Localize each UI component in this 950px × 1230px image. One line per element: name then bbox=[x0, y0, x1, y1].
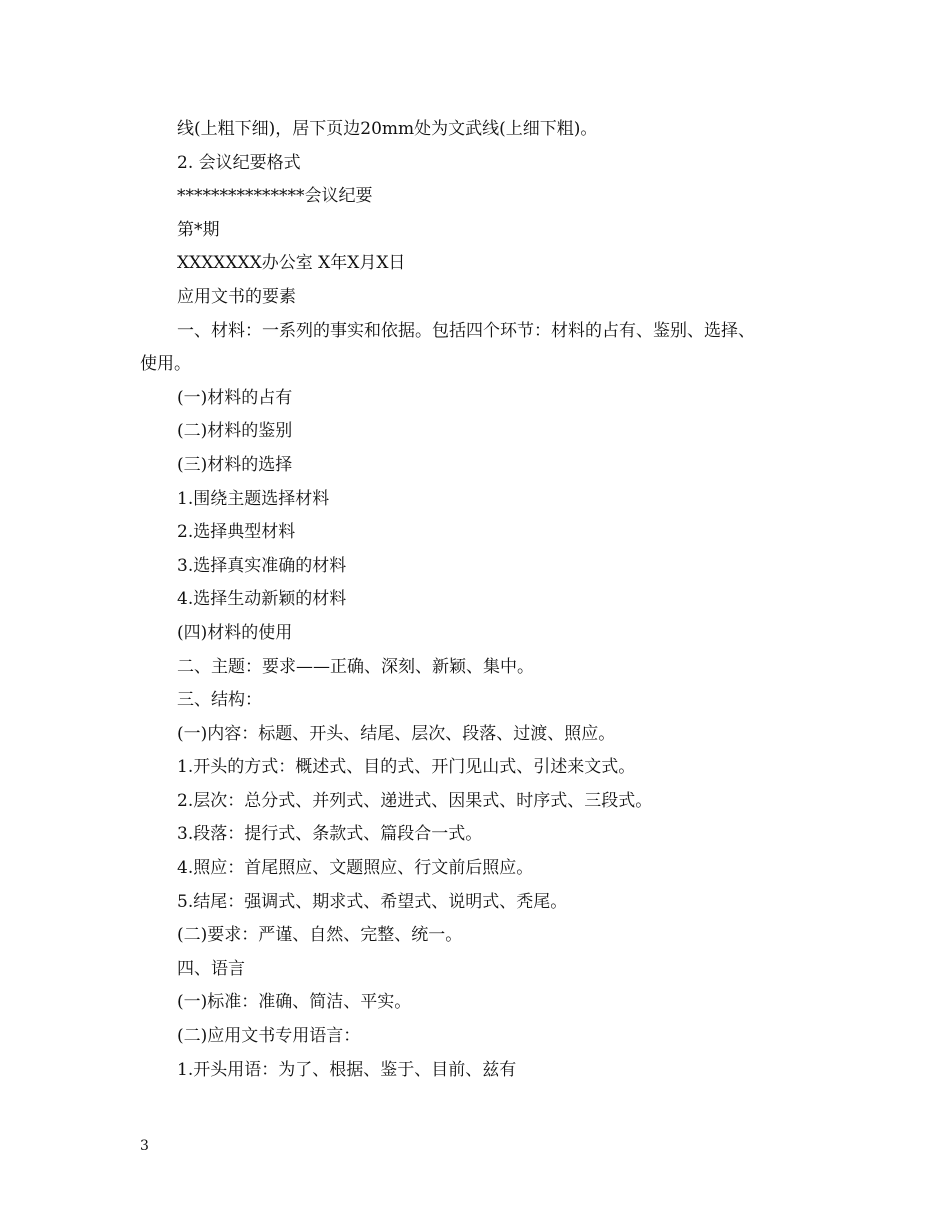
paragraph-line: 一、材料：一系列的事实和依据。包括四个环节：材料的占有、鉴别、选择、 bbox=[177, 320, 755, 341]
list-item: 2.层次：总分式、并列式、递进式、因果式、时序式、三段式。 bbox=[177, 790, 653, 811]
list-item: 1.围绕主题选择材料 bbox=[177, 488, 330, 509]
list-item: 4.选择生动新颖的材料 bbox=[177, 589, 347, 610]
list-item: 5.结尾：强调式、期求式、希望式、说明式、秃尾。 bbox=[177, 891, 568, 912]
list-item: 4.照应：首尾照应、文题照应、行文前后照应。 bbox=[177, 858, 534, 879]
list-item: (三)材料的选择 bbox=[177, 454, 293, 475]
text-line: 第*期 bbox=[177, 219, 220, 240]
list-item: 1.开头的方式：概述式、目的式、开门见山式、引述来文式。 bbox=[177, 757, 636, 778]
section-heading: 二、主题：要求——正确、深刻、新颖、集中。 bbox=[177, 656, 534, 677]
list-item: 3.选择真实准确的材料 bbox=[177, 555, 347, 576]
section-heading: 四、语言 bbox=[177, 958, 245, 979]
list-item: 1.开头用语：为了、根据、鉴于、目前、兹有 bbox=[177, 1059, 517, 1080]
text-line: 线(上粗下细)，居下页边20mm处为文武线(上细下粗)。 bbox=[177, 119, 598, 139]
list-item: (一)标准：准确、简洁、平实。 bbox=[177, 992, 412, 1013]
text-line: ***************会议纪要 bbox=[177, 186, 373, 207]
list-item: 3.段落：提行式、条款式、篇段合一式。 bbox=[177, 824, 483, 845]
text-line: XXXXXXX办公室 X年X月X日 bbox=[177, 253, 406, 274]
list-item: (二)要求：严谨、自然、完整、统一。 bbox=[177, 925, 463, 946]
list-item: (四)材料的使用 bbox=[177, 622, 293, 643]
list-item: (二)应用文书专用语言： bbox=[177, 1026, 361, 1047]
list-item: (一)材料的占有 bbox=[177, 387, 293, 408]
list-item: 2.选择典型材料 bbox=[177, 522, 296, 543]
list-item: (一)内容：标题、开头、结尾、层次、段落、过渡、照应。 bbox=[177, 723, 616, 744]
section-heading: 三、结构： bbox=[177, 690, 262, 711]
section-heading: 2. 会议纪要格式 bbox=[177, 152, 301, 173]
section-heading: 应用文书的要素 bbox=[177, 286, 296, 307]
list-item: (二)材料的鉴别 bbox=[177, 421, 293, 442]
page-number: 3 bbox=[140, 1138, 149, 1154]
document-body bbox=[140, 113, 820, 1087]
paragraph-continuation: 使用。 bbox=[140, 354, 191, 375]
